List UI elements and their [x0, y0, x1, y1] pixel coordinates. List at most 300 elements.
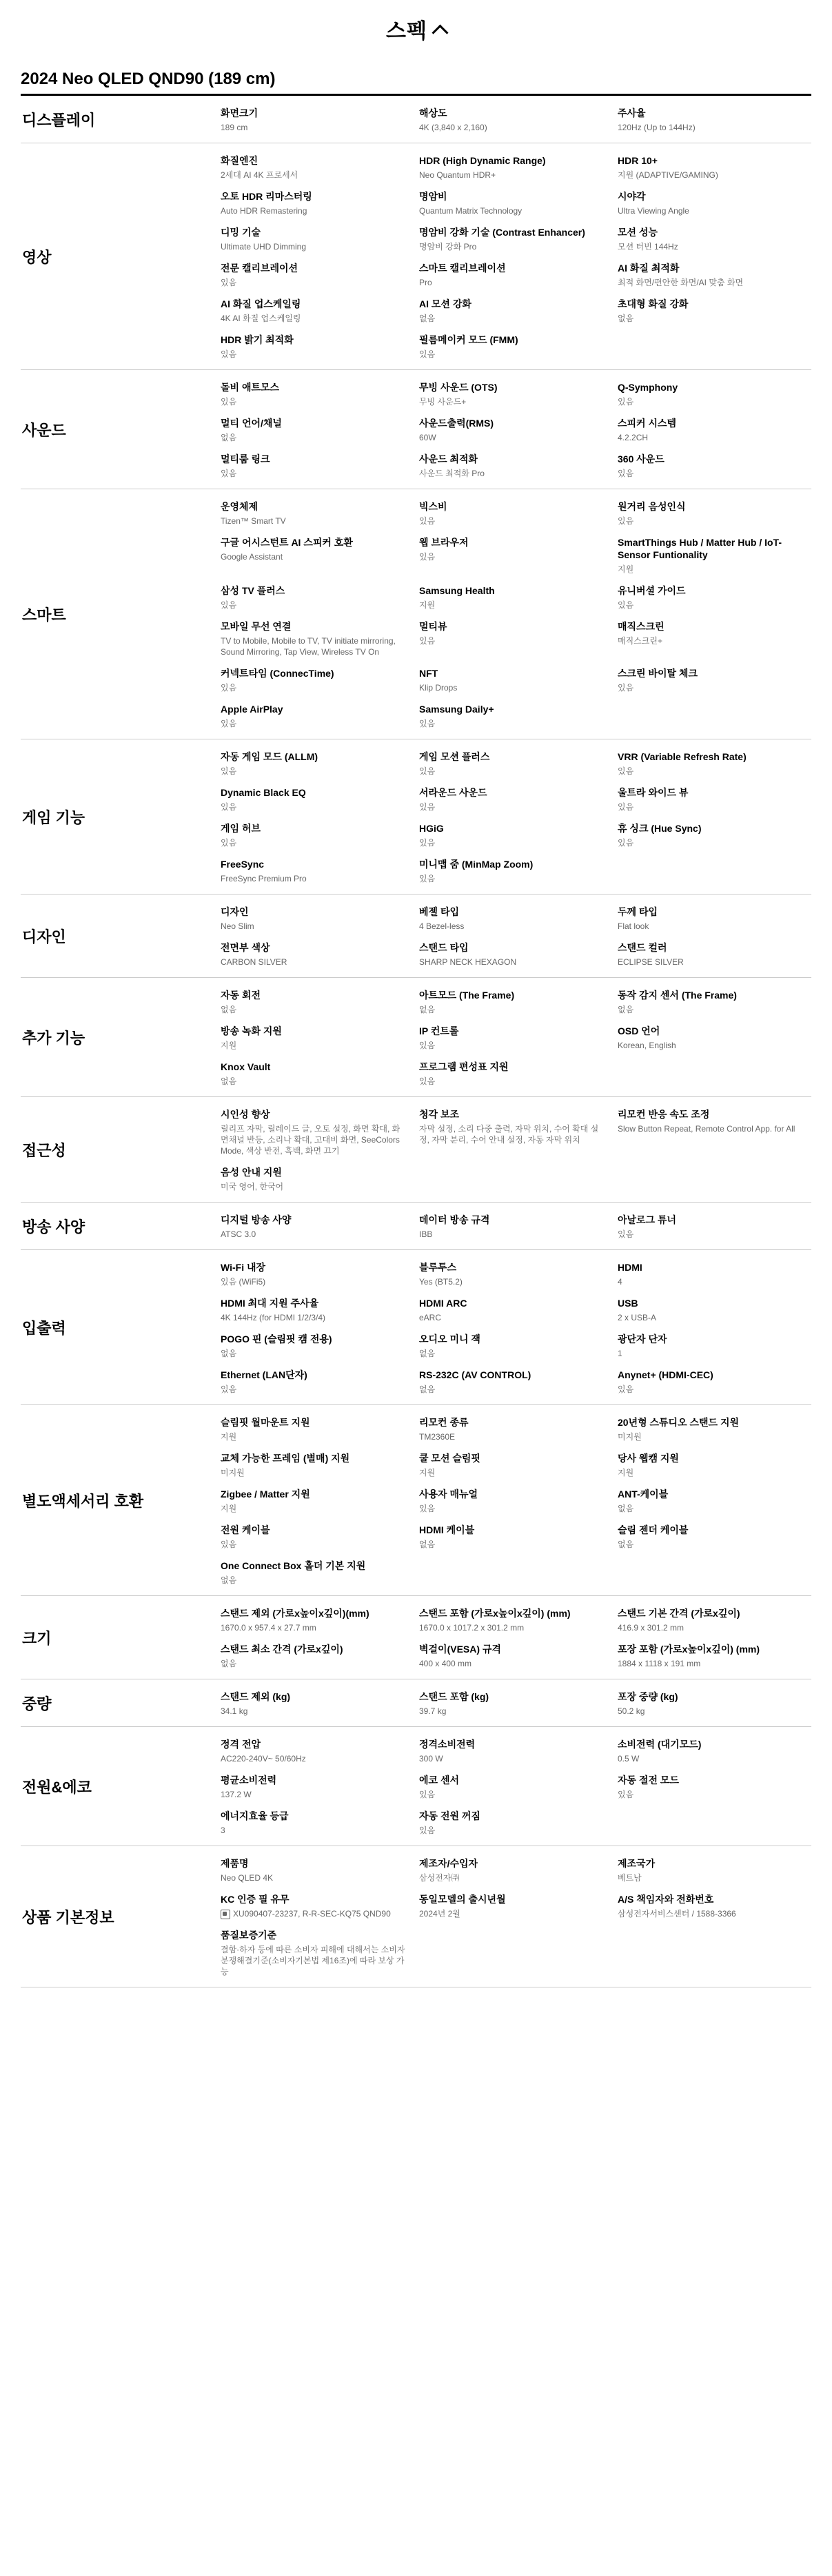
spec-item	[221, 582, 419, 617]
spec-item	[618, 1163, 816, 1199]
spec-item	[221, 331, 419, 367]
spec-label: 시인성 향상	[221, 1109, 270, 1120]
spec-label: 게임 모션 플러스	[419, 751, 490, 762]
spec-item	[419, 1771, 618, 1807]
section-body	[221, 143, 816, 369]
spec-label: 전면부 색상	[221, 942, 270, 953]
spec-value: 있음	[618, 1384, 634, 1394]
spec-item	[221, 819, 419, 855]
spec-header[interactable]	[0, 0, 832, 58]
spec-item	[419, 331, 618, 367]
spec-label: 오토 HDR 리마스터링	[221, 191, 312, 202]
spec-value: 416.9 x 301.2 mm	[618, 1623, 684, 1633]
spec-label: 무빙 사운드 (OTS)	[419, 382, 498, 393]
spec-value: CARBON SILVER	[221, 957, 287, 967]
section-body	[221, 978, 816, 1096]
spec-label: KC 인증 필 유무	[221, 1894, 290, 1905]
spec-section	[21, 143, 811, 370]
section-title: 중량	[22, 1695, 52, 1713]
spec-label: 웹 브라우저	[419, 537, 469, 548]
spec-item	[618, 1557, 816, 1593]
spec-section	[21, 978, 811, 1097]
spec-label: 명암비	[419, 191, 447, 202]
spec-item	[221, 903, 419, 939]
spec-value: 있음	[419, 516, 436, 526]
spec-label: 자동 절전 모드	[618, 1775, 679, 1786]
spec-item	[221, 1413, 419, 1449]
kc-value	[221, 1908, 405, 1919]
spec-value: FreeSync Premium Pro	[221, 874, 307, 883]
section-body	[221, 739, 816, 894]
spec-label: 음성 안내 지원	[221, 1167, 282, 1178]
spec-item	[221, 104, 419, 140]
spec-value: IBB	[419, 1229, 433, 1239]
spec-label: 원거리 음성인식	[618, 501, 686, 512]
spec-section	[21, 739, 811, 895]
spec-item	[618, 855, 816, 891]
spec-value: 있음	[618, 838, 634, 848]
spec-label: 스탠드 컬러	[618, 942, 667, 953]
spec-value: 4 Bezel-less	[419, 921, 465, 931]
spec-value: 없음	[221, 1575, 237, 1585]
spec-value: Google Assistant	[221, 552, 283, 562]
section-body	[221, 1596, 816, 1679]
spec-value: 120Hz (Up to 144Hz)	[618, 123, 696, 132]
spec-item	[618, 1735, 816, 1771]
spec-item	[419, 664, 618, 700]
spec-label: 평균소비전력	[221, 1775, 277, 1786]
spec-value: 있음	[221, 397, 237, 407]
spec-item	[221, 1557, 419, 1593]
spec-value: 지원	[221, 1504, 237, 1513]
spec-value: Slow Button Repeat, Remote Control App. for All	[618, 1124, 795, 1134]
spec-label: 빅스비	[419, 501, 447, 512]
spec-value: 지원	[221, 1432, 237, 1442]
spec-item	[618, 1211, 816, 1247]
spec-item	[221, 1521, 419, 1557]
spec-label: HDR (High Dynamic Range)	[419, 155, 546, 166]
spec-item	[221, 414, 419, 450]
spec-label: 포장 포함 (가로x높이x깊이) (mm)	[618, 1644, 760, 1655]
spec-item	[419, 1211, 618, 1247]
spec-value: 있음	[419, 636, 436, 646]
spec-item	[419, 1294, 618, 1330]
spec-value: 2 x USB-A	[618, 1313, 657, 1322]
spec-label: 모바일 무선 연결	[221, 621, 292, 632]
spec-value: 있음	[618, 516, 634, 526]
spec-item	[419, 378, 618, 414]
spec-label: 품질보증기준	[221, 1930, 277, 1941]
spec-item	[419, 152, 618, 187]
spec-label: 삼성 TV 플러스	[221, 585, 285, 596]
spec-value: 모션 터빈 144Hz	[618, 242, 678, 252]
spec-item	[618, 152, 816, 187]
spec-value: 있음	[221, 766, 237, 776]
section-body	[221, 489, 816, 739]
spec-item	[221, 187, 419, 223]
spec-item	[419, 1258, 618, 1294]
section-title: 사운드	[22, 421, 66, 439]
spec-item	[419, 187, 618, 223]
spec-label: SmartThings Hub / Matter Hub / IoT-Sensor Funtionality	[618, 537, 782, 560]
spec-label: Knox Vault	[221, 1061, 271, 1072]
spec-item	[618, 1926, 816, 1984]
spec-label: 광단자 단자	[618, 1333, 667, 1345]
spec-label: 휴 싱크 (Hue Sync)	[618, 823, 702, 834]
spec-label: 멀티 언어/채널	[221, 418, 282, 429]
spec-item	[618, 939, 816, 974]
spec-label: 프로그램 편성표 지원	[419, 1061, 509, 1072]
spec-label: AI 모션 강화	[419, 298, 471, 309]
section-body	[221, 1727, 816, 1846]
spec-item	[618, 378, 816, 414]
spec-item	[419, 784, 618, 819]
spec-value: Pro	[419, 278, 432, 287]
spec-item	[419, 1688, 618, 1724]
spec-value: 있음	[419, 349, 436, 359]
spec-label: 화면크기	[221, 108, 258, 119]
spec-label: 시야각	[618, 191, 646, 202]
spec-section	[21, 1596, 811, 1679]
spec-value: 1884 x 1118 x 191 mm	[618, 1659, 701, 1668]
spec-label: USB	[618, 1298, 638, 1309]
spec-value: TM2360E	[419, 1432, 456, 1442]
spec-item	[618, 498, 816, 533]
section-title: 전원&에코	[22, 1778, 92, 1796]
spec-value: 있음	[618, 600, 634, 610]
spec-value: 릴리프 자막, 릴레이드 글, 오토 설정, 화면 확대, 화면채널 반등, 소리나 확대, 고대비 화면, SeeColors Mode, 색상 반전, 흑백, 화면 끄기	[221, 1124, 400, 1156]
spec-value: 50.2 kg	[618, 1706, 645, 1716]
spec-value: 3	[221, 1826, 225, 1835]
spec-label: Ethernet (LAN단자)	[221, 1369, 307, 1380]
section-title: 디자인	[22, 928, 66, 945]
spec-label: 당사 웹캠 지원	[618, 1453, 679, 1464]
spec-label: 자동 게임 모드 (ALLM)	[221, 751, 318, 762]
spec-item	[221, 748, 419, 784]
spec-label: 주사율	[618, 108, 646, 119]
spec-item	[618, 1366, 816, 1402]
spec-value: 60W	[419, 433, 436, 442]
spec-item	[618, 414, 816, 450]
section-title: 접근성	[22, 1141, 66, 1159]
spec-value: 미지원	[221, 1468, 245, 1478]
spec-section	[21, 96, 811, 143]
spec-label: 울트라 와이드 뷰	[618, 787, 689, 798]
spec-value: 0.5 W	[618, 1754, 640, 1764]
spec-label: 사운드출력(RMS)	[419, 418, 494, 429]
spec-value: Ultra Viewing Angle	[618, 206, 689, 216]
spec-item	[419, 1366, 618, 1402]
spec-item	[221, 498, 419, 533]
spec-value: 있음	[221, 838, 237, 848]
spec-item	[618, 533, 816, 582]
spec-item	[419, 498, 618, 533]
spec-value: 137.2 W	[221, 1790, 252, 1799]
section-body	[221, 370, 816, 489]
section-title: 디스플레이	[22, 111, 96, 129]
spec-item	[618, 582, 816, 617]
spec-label: A/S 책임자와 전화번호	[618, 1894, 714, 1905]
spec-value: 있음	[419, 802, 436, 812]
spec-label: 에코 센서	[419, 1775, 459, 1786]
spec-value: 미지원	[618, 1432, 642, 1442]
spec-value: 베트남	[618, 1873, 642, 1883]
spec-label: 해상도	[419, 108, 447, 119]
spec-label: AI 화질 최적화	[618, 263, 680, 274]
spec-value: 무빙 사운드+	[419, 397, 467, 407]
section-body	[221, 96, 816, 143]
spec-label: 리모컨 종류	[419, 1417, 469, 1428]
spec-item	[419, 1521, 618, 1557]
spec-label: 사용자 매뉴얼	[419, 1489, 478, 1500]
spec-label: 모션 성능	[618, 227, 658, 238]
spec-label: Apple AirPlay	[221, 704, 283, 715]
spec-label: 제품명	[221, 1858, 249, 1869]
spec-value: 있음	[221, 278, 237, 287]
spec-label: 멀티룸 링크	[221, 453, 270, 464]
section-title: 방송 사양	[22, 1218, 85, 1236]
spec-label: 데이터 방송 규격	[419, 1214, 490, 1225]
spec-label: 정격소비전력	[419, 1739, 476, 1750]
spec-label: IP 컨트롤	[419, 1025, 459, 1036]
spec-value: 자막 설정, 소리 다중 출력, 자막 위치, 수어 확대 설정, 자막 분리, 수어 안내 설정, 자동 자막 위치	[419, 1124, 599, 1145]
spec-value: 지원	[618, 1468, 634, 1478]
spec-item	[221, 1366, 419, 1402]
spec-item	[618, 450, 816, 486]
spec-section	[21, 895, 811, 978]
spec-label: 스탠드 제외 (kg)	[221, 1691, 291, 1702]
spec-item	[221, 1807, 419, 1843]
spec-value: 지원	[419, 1468, 436, 1478]
spec-item	[419, 1058, 618, 1094]
spec-item	[221, 1735, 419, 1771]
kc-mark-icon	[221, 1910, 230, 1919]
spec-value: 없음	[221, 1349, 237, 1358]
spec-value: 1	[618, 1349, 622, 1358]
spec-label: 쿨 모션 슬림핏	[419, 1453, 480, 1464]
spec-value: 있음	[618, 1229, 634, 1239]
spec-value: 1670.0 x 957.4 x 27.7 mm	[221, 1623, 316, 1633]
chevron-up-icon[interactable]	[432, 24, 448, 41]
spec-value: 없음	[419, 314, 436, 323]
spec-value: Ultimate UHD Dimming	[221, 242, 307, 252]
spec-label: ANT-케이블	[618, 1489, 669, 1500]
spec-value: 있음	[618, 766, 634, 776]
spec-label: 에너지효율 등급	[221, 1810, 289, 1821]
spec-value: 있음	[419, 719, 436, 728]
spec-section	[21, 1846, 811, 1987]
spec-item	[221, 259, 419, 295]
spec-item	[618, 617, 816, 664]
spec-value: Klip Drops	[419, 683, 458, 693]
spec-label: 스탠드 포함 (kg)	[419, 1691, 489, 1702]
spec-item	[618, 748, 816, 784]
spec-item	[419, 533, 618, 582]
spec-value: 없음	[221, 1659, 237, 1668]
spec-label: 제조자/수입자	[419, 1858, 478, 1869]
spec-item	[419, 1485, 618, 1521]
spec-item	[618, 1058, 816, 1094]
spec-label: 청각 보조	[419, 1109, 459, 1120]
spec-label: AI 화질 업스케일링	[221, 298, 301, 309]
spec-label: HDR 밝기 최적화	[221, 334, 294, 345]
spec-item	[419, 1735, 618, 1771]
spec-item	[419, 414, 618, 450]
spec-label: 블루투스	[419, 1262, 457, 1273]
spec-item	[419, 1640, 618, 1676]
spec-item	[221, 450, 419, 486]
spec-item	[618, 187, 816, 223]
spec-item	[221, 1294, 419, 1330]
spec-label: Anynet+ (HDMI-CEC)	[618, 1369, 713, 1380]
spec-item	[618, 1807, 816, 1843]
spec-value: 있음	[419, 1790, 436, 1799]
spec-item	[221, 1485, 419, 1521]
spec-value: 있음	[419, 1504, 436, 1513]
spec-item	[419, 1022, 618, 1058]
spec-value: eARC	[419, 1313, 442, 1322]
spec-item	[618, 1294, 816, 1330]
spec-value: 미국 영어, 한국어	[221, 1182, 284, 1192]
spec-value: 매직스크린+	[618, 636, 662, 646]
spec-title: 스펙	[386, 20, 427, 43]
spec-value: 지원	[419, 600, 436, 610]
spec-value: 지원 (ADAPTIVE/GAMING)	[618, 170, 718, 180]
spec-label: 벽걸이(VESA) 규격	[419, 1644, 501, 1655]
spec-label: 운영체제	[221, 501, 258, 512]
spec-item	[618, 1521, 816, 1557]
spec-label: 스피커 시스템	[618, 418, 677, 429]
spec-label: 스마트 캘리브레이션	[419, 263, 506, 274]
spec-item	[221, 1926, 419, 1984]
spec-item	[618, 664, 816, 700]
spec-value: 사운드 최적화 Pro	[419, 469, 485, 478]
spec-label: HDMI	[618, 1262, 642, 1273]
spec-item	[419, 1604, 618, 1640]
spec-item	[221, 223, 419, 259]
spec-label: 360 사운드	[618, 453, 664, 464]
spec-value: 없음	[618, 1005, 634, 1014]
spec-item	[618, 1604, 816, 1640]
spec-value: 없음	[221, 1076, 237, 1086]
spec-section	[21, 1203, 811, 1250]
spec-item	[221, 1330, 419, 1366]
spec-label: 디지털 방송 사양	[221, 1214, 292, 1225]
section-title: 크기	[22, 1629, 52, 1647]
spec-item	[618, 1413, 816, 1449]
section-body	[221, 1405, 816, 1595]
spec-value: SHARP NECK HEXAGON	[419, 957, 517, 967]
spec-label: 스크린 바이탈 체크	[618, 668, 698, 679]
spec-label: Q-Symphony	[618, 382, 678, 393]
spec-label: 서라운드 사운드	[419, 787, 487, 798]
spec-item	[419, 1163, 618, 1199]
spec-label: 동작 감지 센서 (The Frame)	[618, 990, 737, 1001]
spec-label: 전문 캘리브레이션	[221, 263, 298, 274]
spec-value: 있음	[419, 1826, 436, 1835]
spec-item	[221, 784, 419, 819]
spec-value: 있음	[419, 1076, 436, 1086]
spec-label: 멀티뷰	[419, 621, 447, 632]
spec-value: 189 cm	[221, 123, 248, 132]
spec-value: 있음	[419, 838, 436, 848]
spec-value: 있음	[419, 552, 436, 562]
spec-value: AC220-240V~ 50/60Hz	[221, 1754, 306, 1764]
spec-item	[221, 295, 419, 331]
spec-item	[618, 1449, 816, 1485]
spec-item	[618, 1485, 816, 1521]
spec-label: 스탠드 제외 (가로x높이x깊이)(mm)	[221, 1608, 369, 1619]
spec-label: 교체 가능한 프레임 (별매) 지원	[221, 1453, 350, 1464]
spec-item	[221, 1449, 419, 1485]
spec-value: Korean, English	[618, 1041, 676, 1050]
spec-label: 포장 중량 (kg)	[618, 1691, 678, 1702]
spec-value: 있음	[618, 469, 634, 478]
spec-value: XU090407-23237, R-R-SEC-KQ75 QND90	[233, 1909, 391, 1919]
section-body	[221, 1679, 816, 1726]
section-title: 별도액세서리 호환	[22, 1492, 144, 1510]
spec-label: 방송 녹화 지원	[221, 1025, 282, 1036]
spec-value: Tizen™ Smart TV	[221, 516, 286, 526]
spec-item	[618, 1022, 816, 1058]
spec-item	[419, 700, 618, 736]
spec-item	[419, 295, 618, 331]
spec-value: 없음	[618, 1540, 634, 1549]
spec-label: 제조국가	[618, 1858, 656, 1869]
spec-label: HDR 10+	[618, 155, 658, 166]
spec-label: 디자인	[221, 906, 249, 917]
spec-value: 없음	[419, 1384, 436, 1394]
spec-item	[221, 1058, 419, 1094]
spec-value: 없음	[221, 1005, 237, 1014]
spec-item	[221, 664, 419, 700]
spec-item	[618, 1105, 816, 1163]
spec-sections	[21, 96, 811, 1987]
spec-label: 커넥트타임 (ConnecTime)	[221, 668, 334, 679]
spec-label: OSD 언어	[618, 1025, 660, 1036]
spec-label: 게임 허브	[221, 823, 261, 834]
spec-label: 오디오 미니 잭	[419, 1333, 480, 1345]
spec-label: 전원 케이블	[221, 1524, 270, 1535]
spec-label: 소비전력 (대기모드)	[618, 1739, 702, 1750]
spec-item	[221, 1854, 419, 1890]
spec-label: 스탠드 최소 간격 (가로x깊이)	[221, 1644, 343, 1655]
spec-item	[419, 1105, 618, 1163]
spec-item	[618, 1258, 816, 1294]
spec-item	[618, 223, 816, 259]
spec-label: Zigbee / Matter 지원	[221, 1489, 310, 1500]
spec-value: 4K (3,840 x 2,160)	[419, 123, 487, 132]
spec-value: 없음	[419, 1540, 436, 1549]
spec-item	[221, 1211, 419, 1247]
spec-value: 있음	[221, 469, 237, 478]
spec-value: 1670.0 x 1017.2 x 301.2 mm	[419, 1623, 525, 1633]
model-title: 2024 Neo QLED QND90 (189 cm)	[21, 58, 811, 96]
spec-item	[419, 855, 618, 891]
spec-value: 있음	[618, 802, 634, 812]
spec-value: Neo Quantum HDR+	[419, 170, 496, 180]
spec-label: 리모컨 반응 속도 조정	[618, 1109, 710, 1120]
spec-value: 4	[618, 1277, 622, 1287]
spec-item	[221, 533, 419, 582]
spec-value: 있음	[221, 1540, 237, 1549]
spec-label: NFT	[419, 668, 438, 679]
spec-section	[21, 489, 811, 739]
section-title: 스마트	[22, 606, 66, 624]
spec-item	[618, 104, 816, 140]
spec-item	[419, 1926, 618, 1984]
spec-item	[419, 1807, 618, 1843]
